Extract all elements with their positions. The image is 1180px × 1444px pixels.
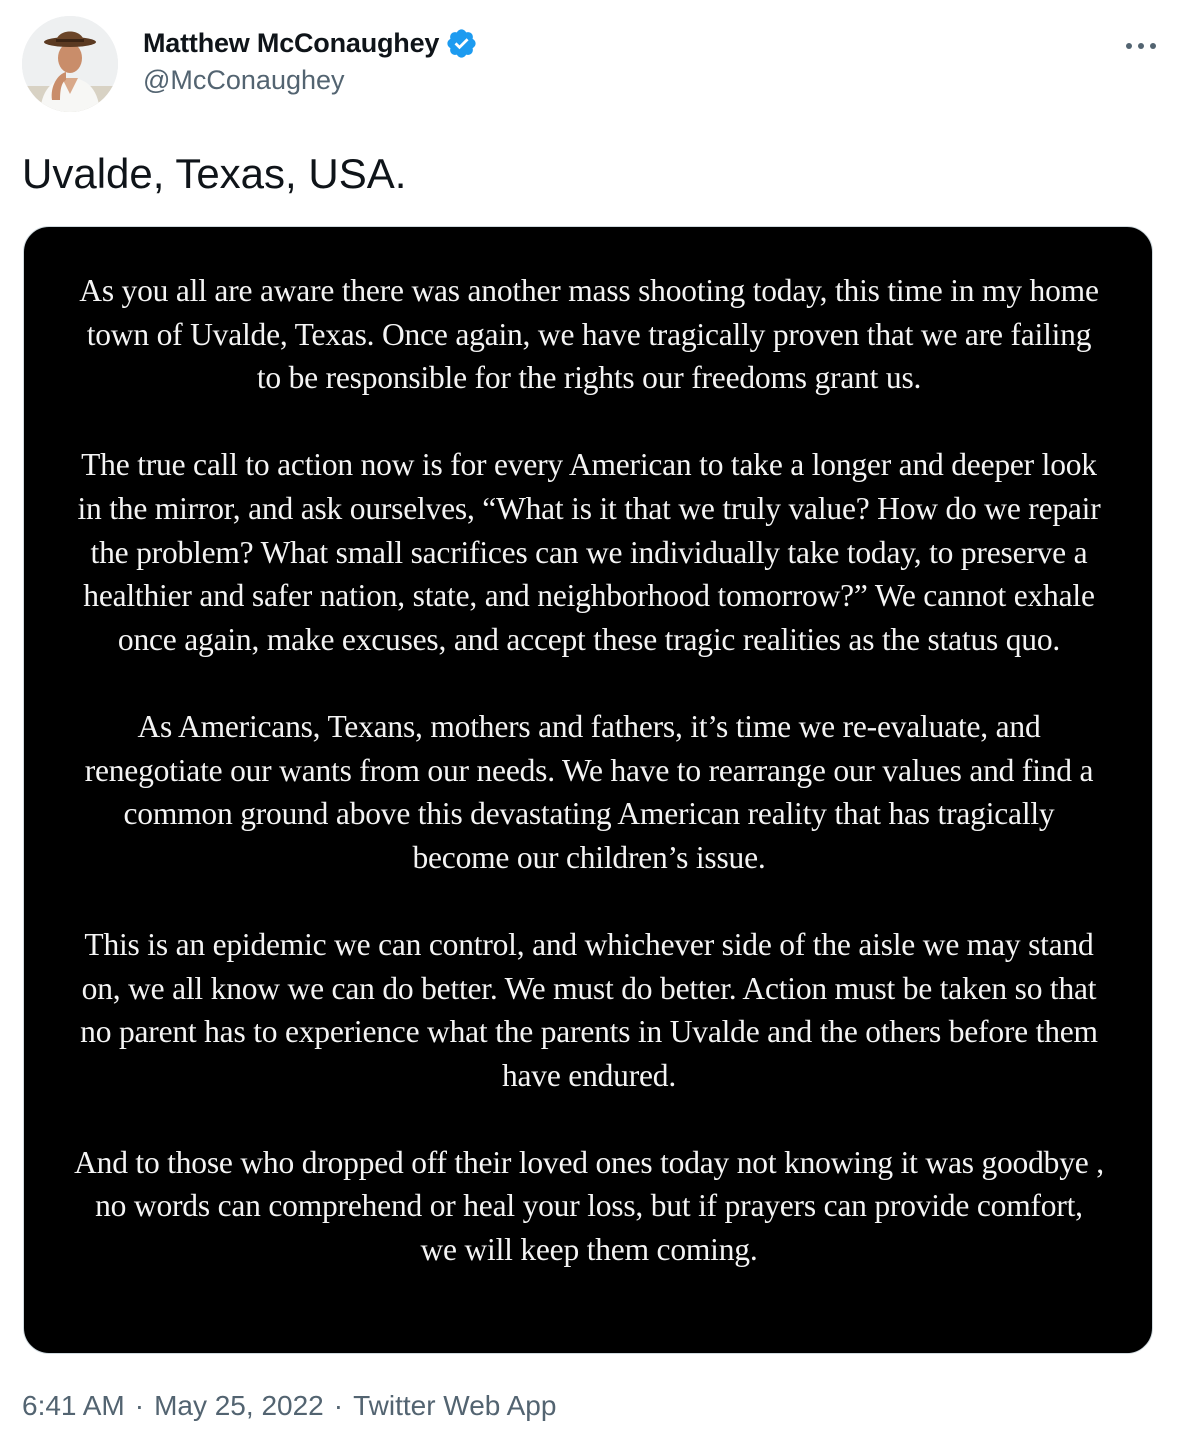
verified-badge-icon: [445, 27, 478, 60]
more-options-icon[interactable]: [1126, 36, 1156, 56]
tweet-source[interactable]: Twitter Web App: [353, 1390, 557, 1421]
author-names: [143, 26, 478, 96]
handle[interactable]: @McConaughey: [143, 65, 345, 95]
statement-paragraph: As you all are aware there was another mass shooting today, this time in my home town of Uvalde, Texas. Once again, we have tragically proven that we are failing to be responsible for the rights our freedoms grant us.: [79, 273, 1099, 396]
tweet-image[interactable]: [23, 226, 1153, 1354]
meta-separator: ·: [134, 1390, 145, 1421]
display-name-row: [143, 26, 478, 60]
display-name[interactable]: Matthew McConaughey: [143, 27, 440, 58]
tweet-date[interactable]: May 25, 2022: [154, 1390, 324, 1421]
tweet-meta: [22, 1390, 556, 1422]
avatar-photo: [22, 16, 118, 112]
dot-icon: [1150, 43, 1156, 49]
meta-separator: ·: [333, 1390, 344, 1421]
tweet-time[interactable]: 6:41 AM: [22, 1390, 125, 1421]
avatar[interactable]: [22, 16, 118, 112]
statement-paragraph: And to those who dropped off their loved ones today not knowing it was goodbye , no words can comprehend or heal your loss, but if prayers can provide comfort, we will keep them coming.: [74, 1144, 1104, 1268]
statement-paragraph: As Americans, Texans, mothers and fathers, it’s time we re-evaluate, and renegotiate our wants from our needs. We have to rearrange our values and find a common ground above this devastating American reality that has tragically become our children’s issue.: [84, 708, 1094, 875]
tweet-header: [22, 16, 1158, 112]
tweet-text: Uvalde, Texas, USA.: [22, 150, 407, 197]
dot-icon: [1138, 43, 1144, 49]
statement-paragraph: The true call to action now is for every American to take a longer and deeper look in the mirror, and ask ourselves, “What is it that we truly value? How do we repair the problem? What small sacrifices can we individually take today, to preserve a healthier and safer nation, state, and neighborhood tomorrow?” We cannot exhale once again, make excuses, and accept these tragic realities as the status quo.: [77, 447, 1101, 657]
statement-text: [74, 269, 1104, 1315]
dot-icon: [1126, 43, 1132, 49]
statement-paragraph: This is an epidemic we can control, and whichever side of the aisle we may stand on, we all know we can do better. We must do better. Action must be taken so that no parent has to experience what the parents in Uvalde and the others before them have endured.: [80, 926, 1098, 1093]
